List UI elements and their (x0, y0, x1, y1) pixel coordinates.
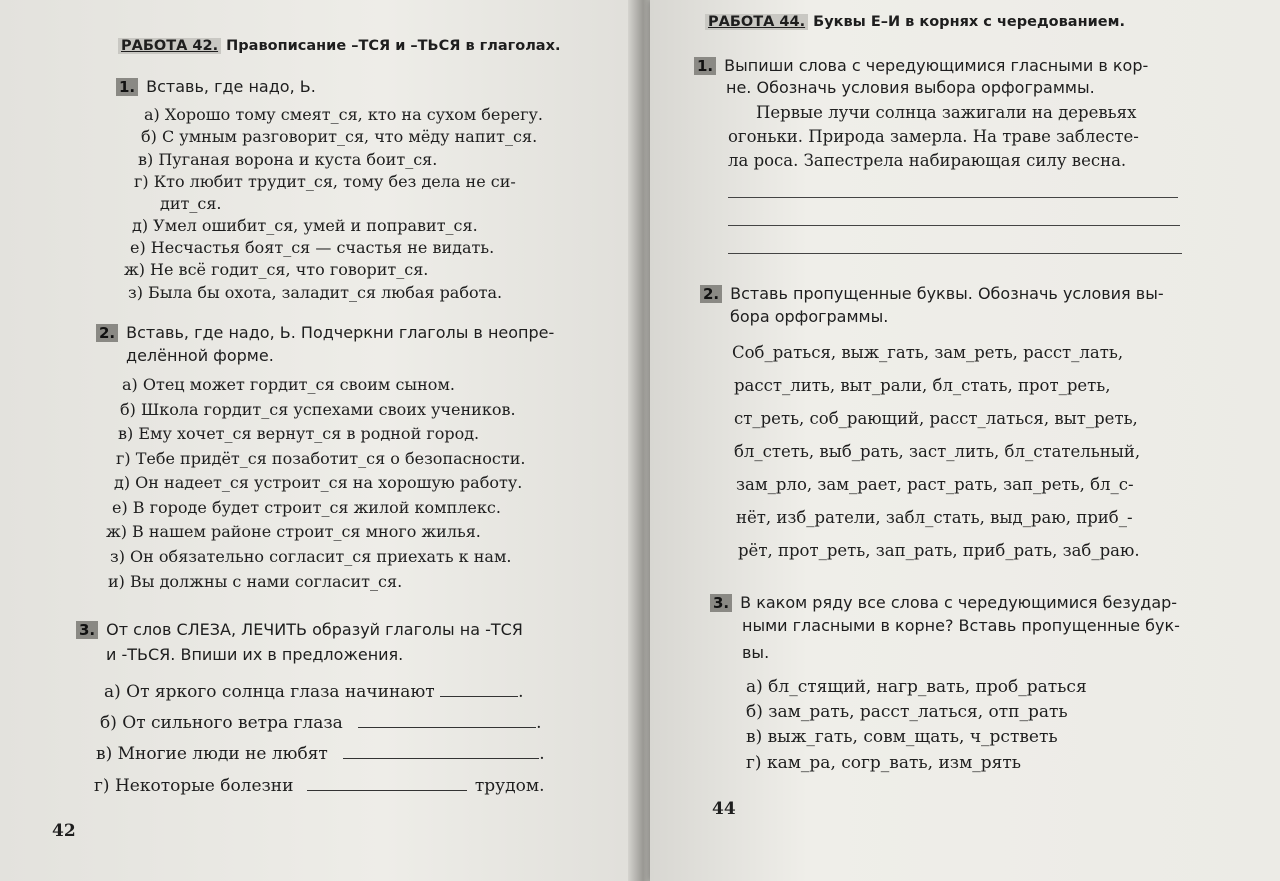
left-task2-item: е) В городе будет строит_ся жилой комплекс. (112, 498, 501, 517)
left-task3-item-text: г) Некоторые болезни (94, 776, 294, 796)
left-task1-item: в) Пуганая ворона и куста боит_ся. (138, 150, 438, 169)
left-task1-number: 1. (116, 78, 138, 96)
right-task3-item: а) бл_стящий, нагр_вать, проб_раться (746, 677, 1087, 697)
right-task1-instruction (694, 54, 1148, 78)
answer-blank[interactable] (358, 713, 536, 728)
right-task3-number: 3. (710, 594, 732, 612)
left-task1-item: е) Несчастья боят_ся — счастья не видать. (130, 238, 495, 257)
left-page-number: 42 (52, 821, 76, 841)
right-header-text: Буквы Е–И в корнях с чередованием. (813, 14, 1125, 30)
left-task1-item: дит_ся. (160, 194, 222, 213)
left-task2-item: з) Он обязательно согласит_ся приехать к нам. (110, 547, 512, 566)
right-task2-number: 2. (700, 285, 722, 303)
left-task3-item (104, 680, 523, 704)
left-task2-text: Вставь, где надо, Ь. Подчеркни глаголы в неопре- (126, 323, 555, 342)
right-task2-instruction (700, 282, 1164, 306)
left-task3-item-end: . (539, 744, 545, 764)
left-task3-number: 3. (76, 621, 98, 639)
left-task3-item-end: . (536, 713, 542, 733)
left-task3-item (100, 711, 542, 735)
left-task1-text: Вставь, где надо, Ь. (146, 77, 316, 96)
left-task3-item-text: а) От яркого солнца глаза начинают (104, 682, 435, 702)
left-task1-item: г) Кто любит трудит_ся, тому без дела не си- (134, 172, 516, 191)
right-task3-item: в) выж_гать, совм_щать, ч_рстветь (746, 727, 1058, 747)
left-task2-text-cont: делённой форме. (126, 346, 274, 365)
left-task3-text: От слов СЛЕЗА, ЛЕЧИТЬ образуй глаголы на -ТСЯ (106, 620, 523, 639)
left-task3-text-cont: и -ТЬСЯ. Впиши их в предложения. (106, 645, 404, 664)
left-task2-item: и) Вы должны с нами согласит_ся. (108, 572, 403, 591)
right-task1-passage: Первые лучи солнца зажигали на деревьях (756, 103, 1137, 122)
left-task1-item: а) Хорошо тому смеят_ся, кто на сухом берегу. (144, 105, 543, 124)
right-task1-passage: огоньки. Природа замерла. На траве заблесте- (728, 127, 1139, 146)
right-task3-instruction (710, 591, 1177, 615)
answer-blank[interactable] (440, 682, 518, 697)
left-task3-item-end: трудом. (474, 776, 545, 796)
answer-line[interactable] (728, 225, 1180, 226)
left-task1-item: ж) Не всё годит_ся, что говорит_ся. (124, 260, 429, 279)
right-page (650, 0, 1280, 881)
right-task2-line: зам_рло, зам_рает, раст_рать, зап_реть, бл_с- (736, 475, 1134, 494)
right-task1-number: 1. (694, 57, 716, 75)
right-task2-line: расст_лить, выт_рали, бл_стать, прот_реть, (734, 376, 1111, 395)
right-task1-passage: ла роса. Запестрела набирающая силу весна. (728, 151, 1127, 170)
answer-line[interactable] (728, 253, 1182, 254)
left-task3-item (96, 742, 545, 766)
right-task3-text-cont: вы. (742, 643, 770, 662)
right-task1-text-cont: не. Обозначь условия выбора орфограммы. (726, 78, 1095, 97)
left-task2-number: 2. (96, 324, 118, 342)
right-task2-line: ст_реть, соб_рающий, расст_латься, выт_реть, (734, 409, 1138, 428)
left-task3-item-end: . (518, 682, 524, 702)
right-task2-text: Вставь пропущенные буквы. Обозначь условия вы- (730, 284, 1164, 303)
left-task3-item-text: в) Многие люди не любят (96, 744, 328, 764)
answer-blank[interactable] (307, 776, 467, 791)
left-header-label: РАБОТА 42. (118, 38, 221, 54)
right-task2-line: бл_стеть, выб_рать, заст_лить, бл_стательный, (734, 442, 1141, 461)
right-task3-item: б) зам_рать, расст_латься, отп_рать (746, 702, 1068, 722)
answer-blank[interactable] (343, 744, 539, 759)
right-task2-text-cont: бора орфограммы. (730, 307, 889, 326)
right-header (705, 14, 1125, 30)
right-task1-text: Выпиши слова с чередующимися гласными в кор- (724, 56, 1149, 75)
right-task3-item: г) кам_ра, согр_вать, изм_рять (746, 753, 1022, 773)
left-task2-item: в) Ему хочет_ся вернут_ся в родной город. (118, 424, 480, 443)
right-task3-text-cont: ными гласными в корне? Вставь пропущенные бук- (742, 616, 1180, 635)
left-header-text: Правописание –ТСЯ и –ТЬСЯ в глаголах. (226, 38, 561, 54)
left-task2-instruction (96, 321, 554, 345)
right-task2-line: рёт, прот_реть, зап_рать, приб_рать, заб_раю. (738, 541, 1140, 560)
left-task2-item: ж) В нашем районе строит_ся много жилья. (106, 522, 481, 541)
left-task2-item: г) Тебе придёт_ся позаботит_ся о безопасности. (116, 449, 526, 468)
left-task2-item: д) Он надеет_ся устроит_ся на хорошую работу. (114, 473, 523, 492)
left-task3-instruction (76, 618, 523, 642)
answer-line[interactable] (728, 197, 1178, 198)
left-task1-instruction (116, 75, 316, 99)
left-task3-item-text: б) От сильного ветра глаза (100, 713, 343, 733)
right-header-label: РАБОТА 44. (705, 14, 808, 30)
left-task3-item (94, 774, 545, 798)
right-page-number: 44 (712, 799, 736, 819)
right-task2-line: нёт, изб_ратели, забл_стать, выд_раю, приб_- (736, 508, 1133, 527)
left-task2-item: а) Отец может гордит_ся своим сыном. (122, 375, 455, 394)
left-task1-item: з) Была бы охота, заладит_ся любая работа. (128, 283, 503, 302)
right-task2-line: Соб_раться, выж_гать, зам_реть, расст_лать, (732, 343, 1124, 362)
left-header (118, 38, 560, 54)
left-task2-item: б) Школа гордит_ся успехами своих учеников. (120, 400, 516, 419)
left-task1-item: б) С умным разговорит_ся, что мёду напит_ся. (141, 127, 538, 146)
left-task1-item: д) Умел ошибит_ся, умей и поправит_ся. (132, 216, 478, 235)
right-task3-text: В каком ряду все слова с чередующимися безудар- (740, 593, 1178, 612)
